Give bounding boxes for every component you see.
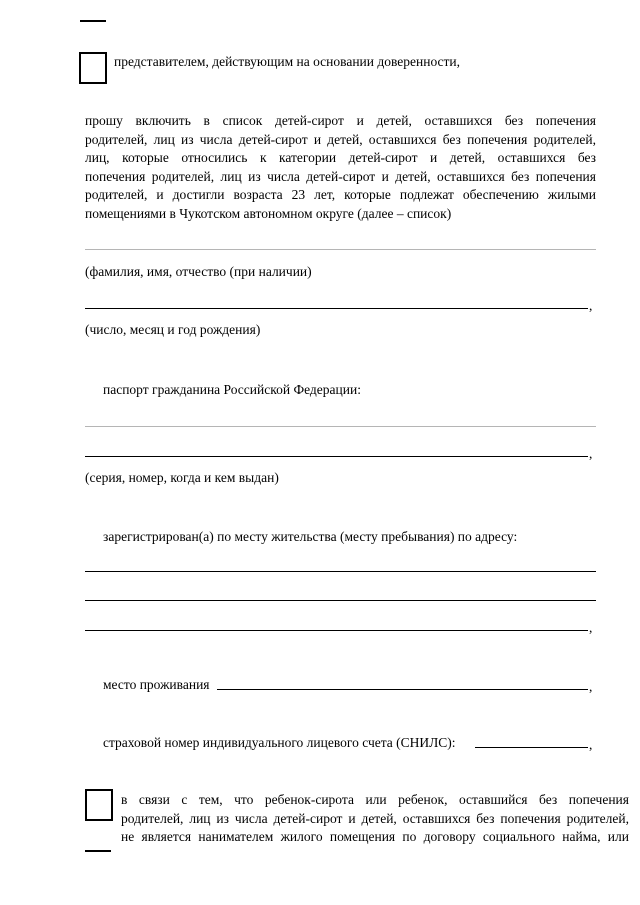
birth-date-caption: (число, месяц и год рождения) xyxy=(85,322,261,337)
residence-input-line[interactable] xyxy=(217,689,588,690)
bottom-dash-mark xyxy=(85,850,111,852)
residence-comma: , xyxy=(589,679,593,694)
top-dash-mark xyxy=(80,20,106,22)
snils-input-line[interactable] xyxy=(475,747,588,748)
orphan-reason-paragraph xyxy=(121,791,629,847)
passport-label: паспорт гражданина Российской Федерации: xyxy=(103,382,361,397)
passport-input-line-2[interactable] xyxy=(85,456,588,457)
passport-input-line-1[interactable] xyxy=(85,426,596,427)
registration-input-line-2[interactable] xyxy=(85,600,596,601)
request-line-4: попечения родителей, лиц из числа детей-сирот и детей, оставшихся без попечения xyxy=(85,168,596,184)
registration-label: зарегистрирован(а) по месту жительства (месту пребывания) по адресу: xyxy=(103,529,518,544)
representative-option-label: представителем, действующим на основании доверенности, xyxy=(114,54,461,69)
request-line-2: родителей, лиц из числа детей-сирот и детей, оставшихся без попечения родителей, xyxy=(85,131,596,147)
registration-input-line-1[interactable] xyxy=(85,571,596,572)
request-line-5: родителей, и достигли возраста 23 лет, которые подлежат обеспечению жилыми xyxy=(85,187,596,203)
orphan-reason-line-1: в связи с тем, что ребенок-сирота или ребенок, оставшийся без попечения xyxy=(121,792,629,807)
representative-checkbox[interactable] xyxy=(79,52,107,84)
full-name-caption: (фамилия, имя, отчество (при наличии) xyxy=(85,264,312,279)
request-line-1: прошу включить в список детей-сирот и детей, оставшихся без попечения xyxy=(85,113,596,128)
full-name-input-line[interactable] xyxy=(85,249,596,250)
passport-caption: (серия, номер, когда и кем выдан) xyxy=(85,470,279,485)
passport-comma: , xyxy=(589,446,593,461)
orphan-reason-checkbox[interactable] xyxy=(85,789,113,821)
orphan-reason-line-2: родителей, лиц из числа детей-сирот и детей, оставшихся без попечения родителей, xyxy=(121,810,629,826)
request-line-3: лиц, которые относились к категории детей-сирот и детей, оставшихся без xyxy=(85,150,596,166)
birth-date-comma: , xyxy=(589,298,593,313)
residence-label: место проживания xyxy=(103,677,210,692)
snils-label: страховой номер индивидуального лицевого счета (СНИЛС): xyxy=(103,735,456,750)
registration-input-line-3[interactable] xyxy=(85,630,588,631)
request-line-6: помещениями в Чукотском автономном округе (далее – список) xyxy=(85,205,452,221)
birth-date-input-line[interactable] xyxy=(85,308,588,309)
snils-comma: , xyxy=(589,737,593,752)
registration-comma: , xyxy=(589,620,593,635)
orphan-reason-line-3: не является нанимателем жилого помещения по договору социального найма, или xyxy=(121,829,629,845)
request-paragraph xyxy=(85,112,596,224)
